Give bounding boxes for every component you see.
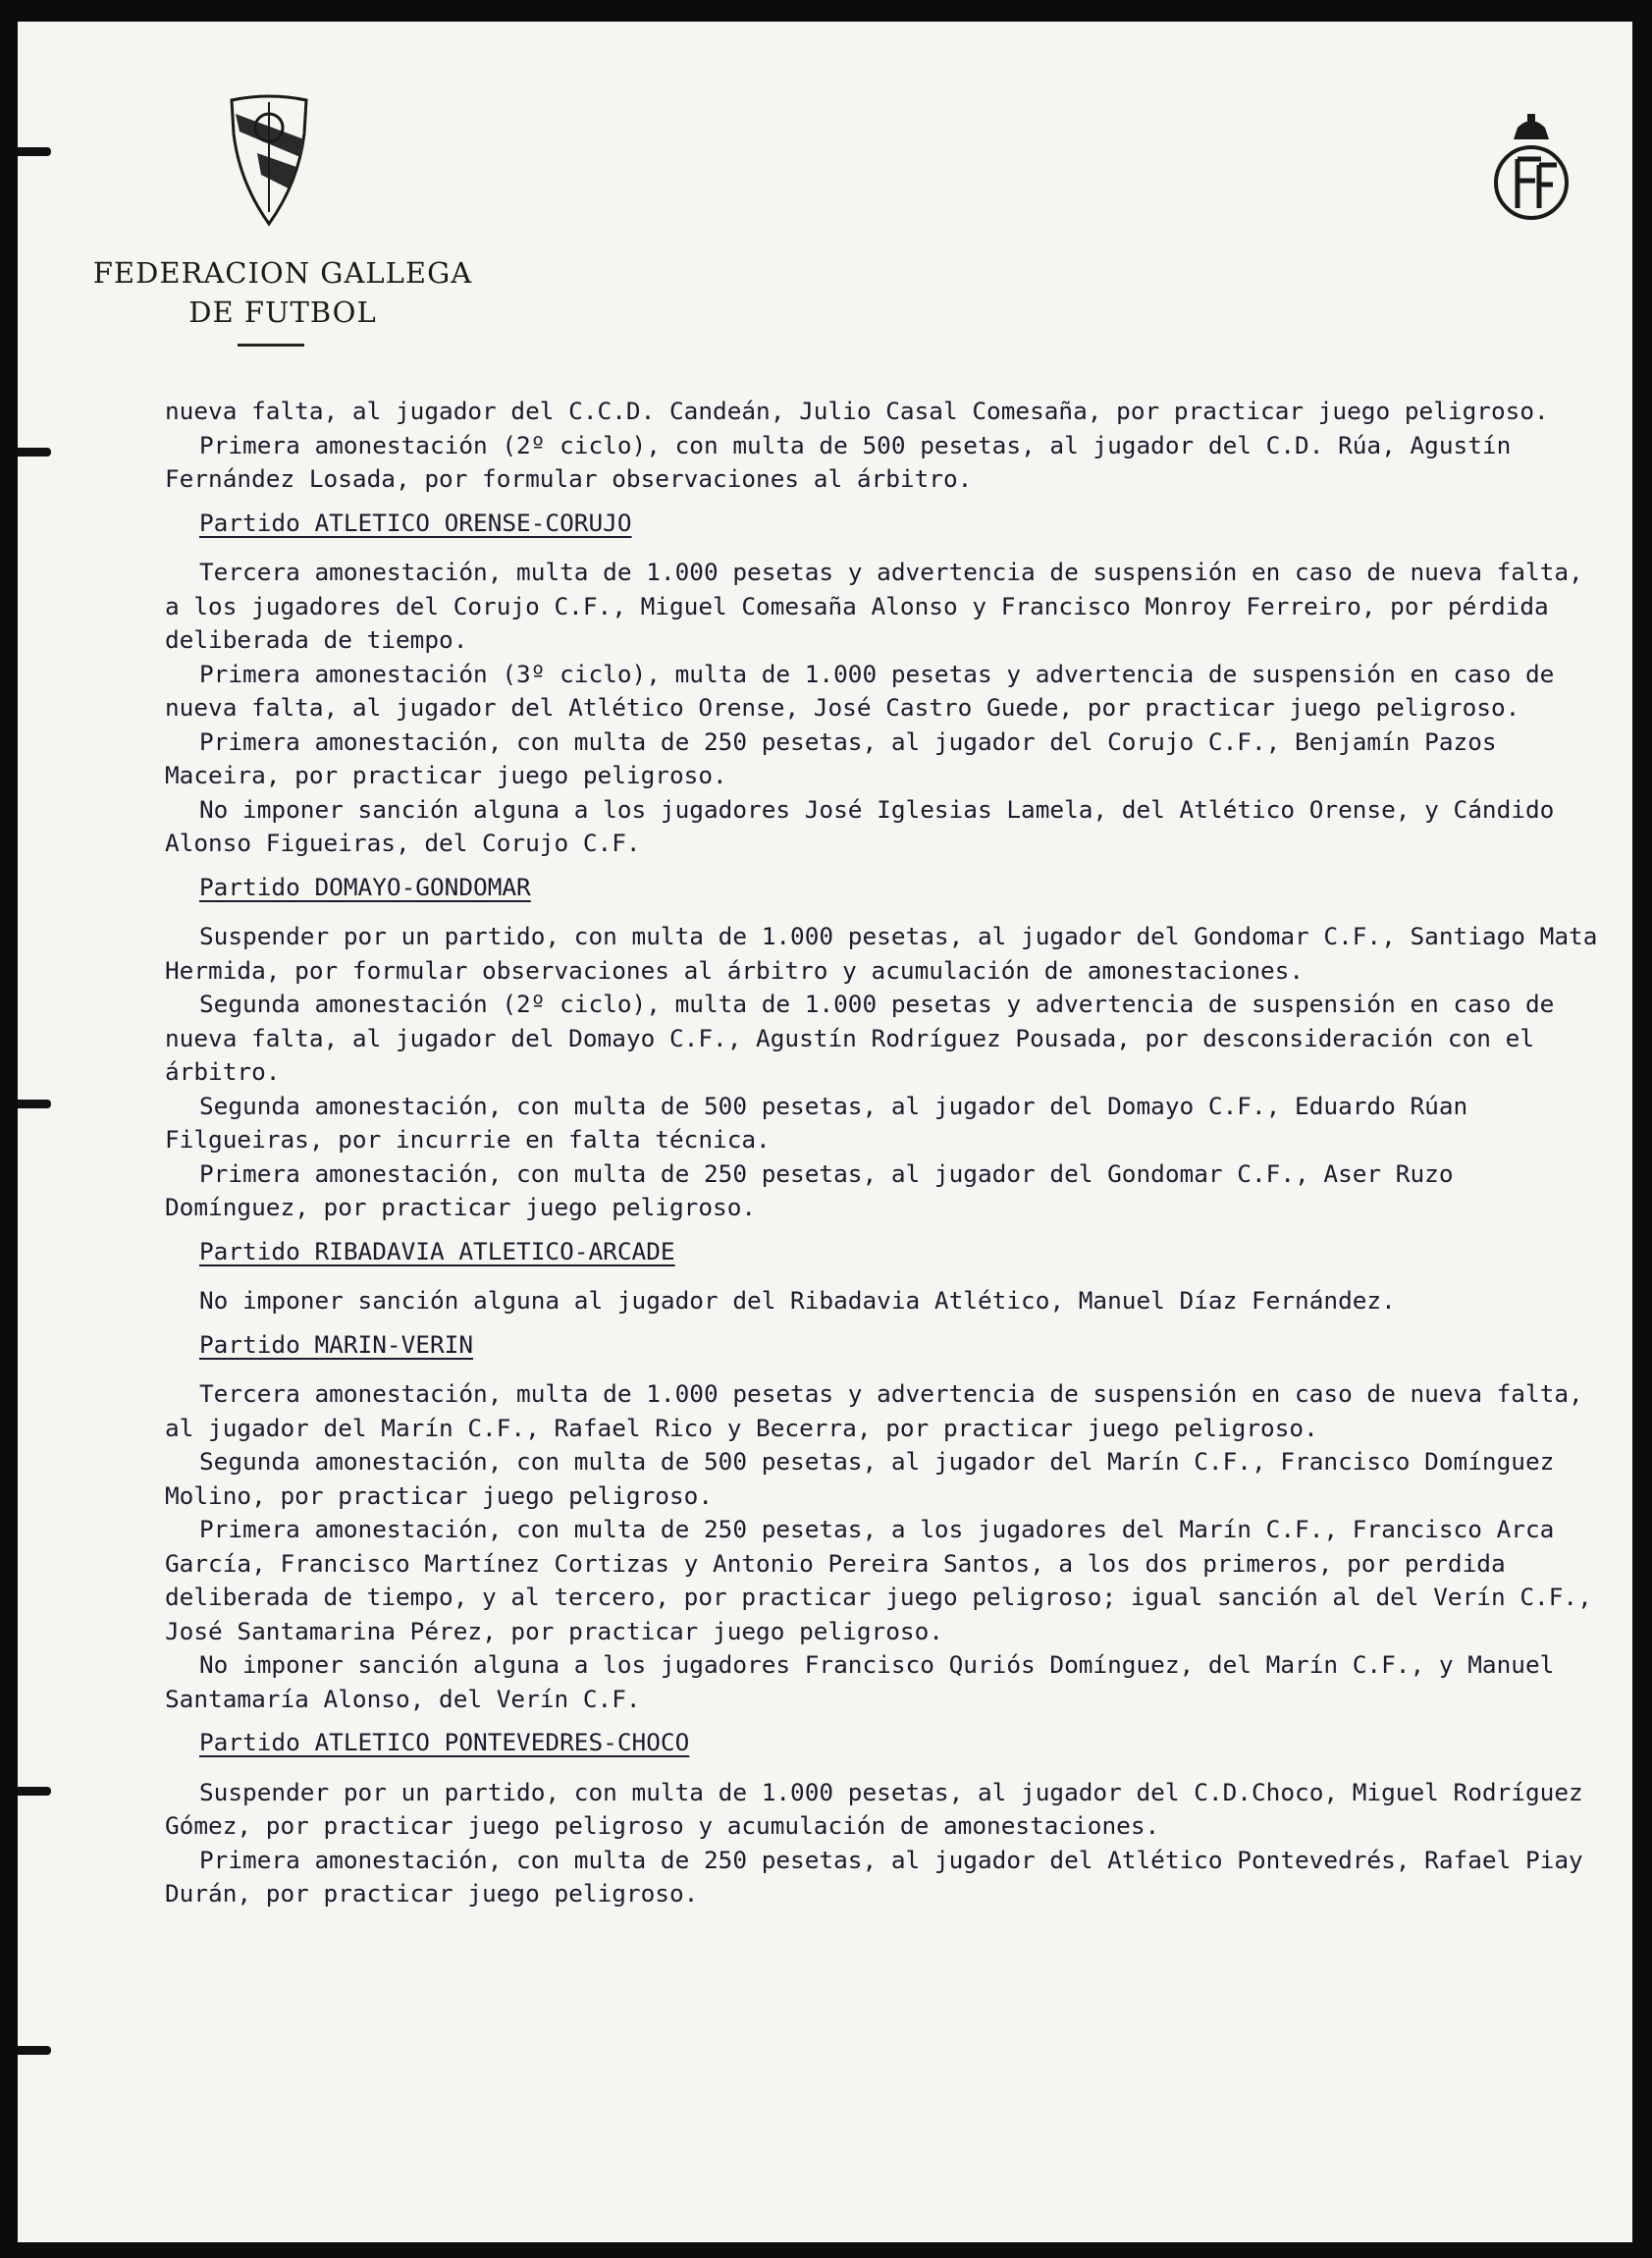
document-page (18, 22, 1632, 2242)
federation-name (77, 253, 489, 332)
intro-paragraph: nueva falta, al jugador del C.C.D. Candeán, Julio Casal Comesaña, por practicar juego peligroso. (165, 397, 1549, 425)
section-paragraph: No imponer sanción alguna a los jugadores José Iglesias Lamela, del Atlético Orense, y Cándido Alonso Figueiras, del Corujo C.F. (165, 794, 1555, 857)
binder-hole (18, 1100, 51, 1108)
section-paragraph: Segunda amonestación, con multa de 500 pesetas, al jugador del Domayo C.F., Eduardo Rúan Filgueiras, por incurrie en falta técnica. (165, 1091, 1468, 1154)
section-heading: Partido DOMAYO-GONDOMAR (199, 872, 531, 901)
section-paragraph: Primera amonestación, con multa de 250 pesetas, a los jugadores del Marín C.F., Francisco Arca García, Francisco Martínez Cortizas y Antonio Pereira Santos, a los dos primeros, por perdida deliberada de tiempo, y al tercero, por practicar juego peligroso; igual sanción al del Verín C.F., José Santamarina Pérez, por practicar juego peligroso. (165, 1515, 1592, 1645)
section-paragraph: Suspender por un partido, con multa de 1.000 pesetas, al jugador del Gondomar C.F., Santiago Mata Hermida, por formular observaciones al árbitro y acumulación de amonestaciones. (165, 922, 1598, 985)
section-paragraph: Primera amonestación, con multa de 250 pesetas, al jugador del Corujo C.F., Benjamín Pazos Maceira, por practicar juego peligroso. (165, 726, 1497, 789)
section-heading: Partido RIBADAVIA ATLETICO-ARCADE (199, 1236, 675, 1265)
section-heading: Partido MARIN-VERIN (199, 1329, 474, 1359)
intro-paragraph: Primera amonestación (2º ciclo), con multa de 500 pesetas, al jugador del C.D. Rúa, Agustín Fernández Losada, por formular observaciones al árbitro. (165, 430, 1512, 493)
binder-hole (18, 2046, 51, 2055)
section-paragraph: No imponer sanción alguna a los jugadores Francisco Quriós Domínguez, del Marín C.F., y Manuel Santamaría Alonso, del Verín C.F. (165, 1650, 1555, 1713)
section-paragraph: Primera amonestación, con multa de 250 pesetas, al jugador del Gondomar C.F., Aser Ruzo Domínguez, por practicar juego peligroso. (165, 1158, 1454, 1221)
section-paragraph: Suspender por un partido, con multa de 1.000 pesetas, al jugador del C.D.Choco, Miguel Rodríguez Gómez, por practicar juego peligroso y acumulación de amonestaciones. (165, 1777, 1583, 1840)
federation-shield-logo (228, 94, 310, 228)
binder-hole (18, 147, 51, 156)
federation-name-line2: DE FUTBOL (188, 296, 377, 329)
rfef-crest-logo (1490, 114, 1572, 228)
binder-hole (18, 1787, 51, 1796)
binder-hole (18, 448, 51, 457)
federation-name-line1: FEDERACION GALLEGA (92, 256, 473, 290)
section-paragraph: Tercera amonestación, multa de 1.000 pesetas y advertencia de suspensión en caso de nueva falta, a los jugadores del Corujo C.F., Miguel Comesaña Alonso y Francisco Monroy Ferreiro, por pérdida deliberada de tiempo. (165, 558, 1583, 654)
section-paragraph: Primera amonestación (3º ciclo), multa de 1.000 pesetas y advertencia de suspensión en caso de nueva falta, al jugador del Atlético Orense, José Castro Guede, por practicar juego peligroso. (165, 659, 1555, 722)
section-paragraph: Tercera amonestación, multa de 1.000 pesetas y advertencia de suspensión en caso de nueva falta, al jugador del Marín C.F., Rafael Rico y Becerra, por practicar juego peligroso. (165, 1379, 1583, 1442)
section-paragraph: Primera amonestación, con multa de 250 pesetas, al jugador del Atlético Pontevedrés, Rafael Piay Durán, por practicar juego peligroso. (165, 1845, 1583, 1908)
header-rule (238, 344, 304, 347)
section-heading: Partido ATLETICO ORENSE-CORUJO (199, 508, 632, 537)
section-paragraph: Segunda amonestación (2º ciclo), multa de 1.000 pesetas y advertencia de suspensión en caso de nueva falta, al jugador del Domayo C.F., Agustín Rodríguez Pousada, por desconsideración con el árbitro. (165, 990, 1555, 1086)
section-paragraph: No imponer sanción alguna al jugador del Ribadavia Atlético, Manuel Díaz Fernández. (199, 1286, 1396, 1315)
section-paragraph: Segunda amonestación, con multa de 500 pesetas, al jugador del Marín C.F., Francisco Domínguez Molino, por practicar juego peligroso. (165, 1447, 1555, 1510)
document-body (165, 395, 1608, 1911)
section-heading: Partido ATLETICO PONTEVEDRES-CHOCO (199, 1728, 690, 1756)
